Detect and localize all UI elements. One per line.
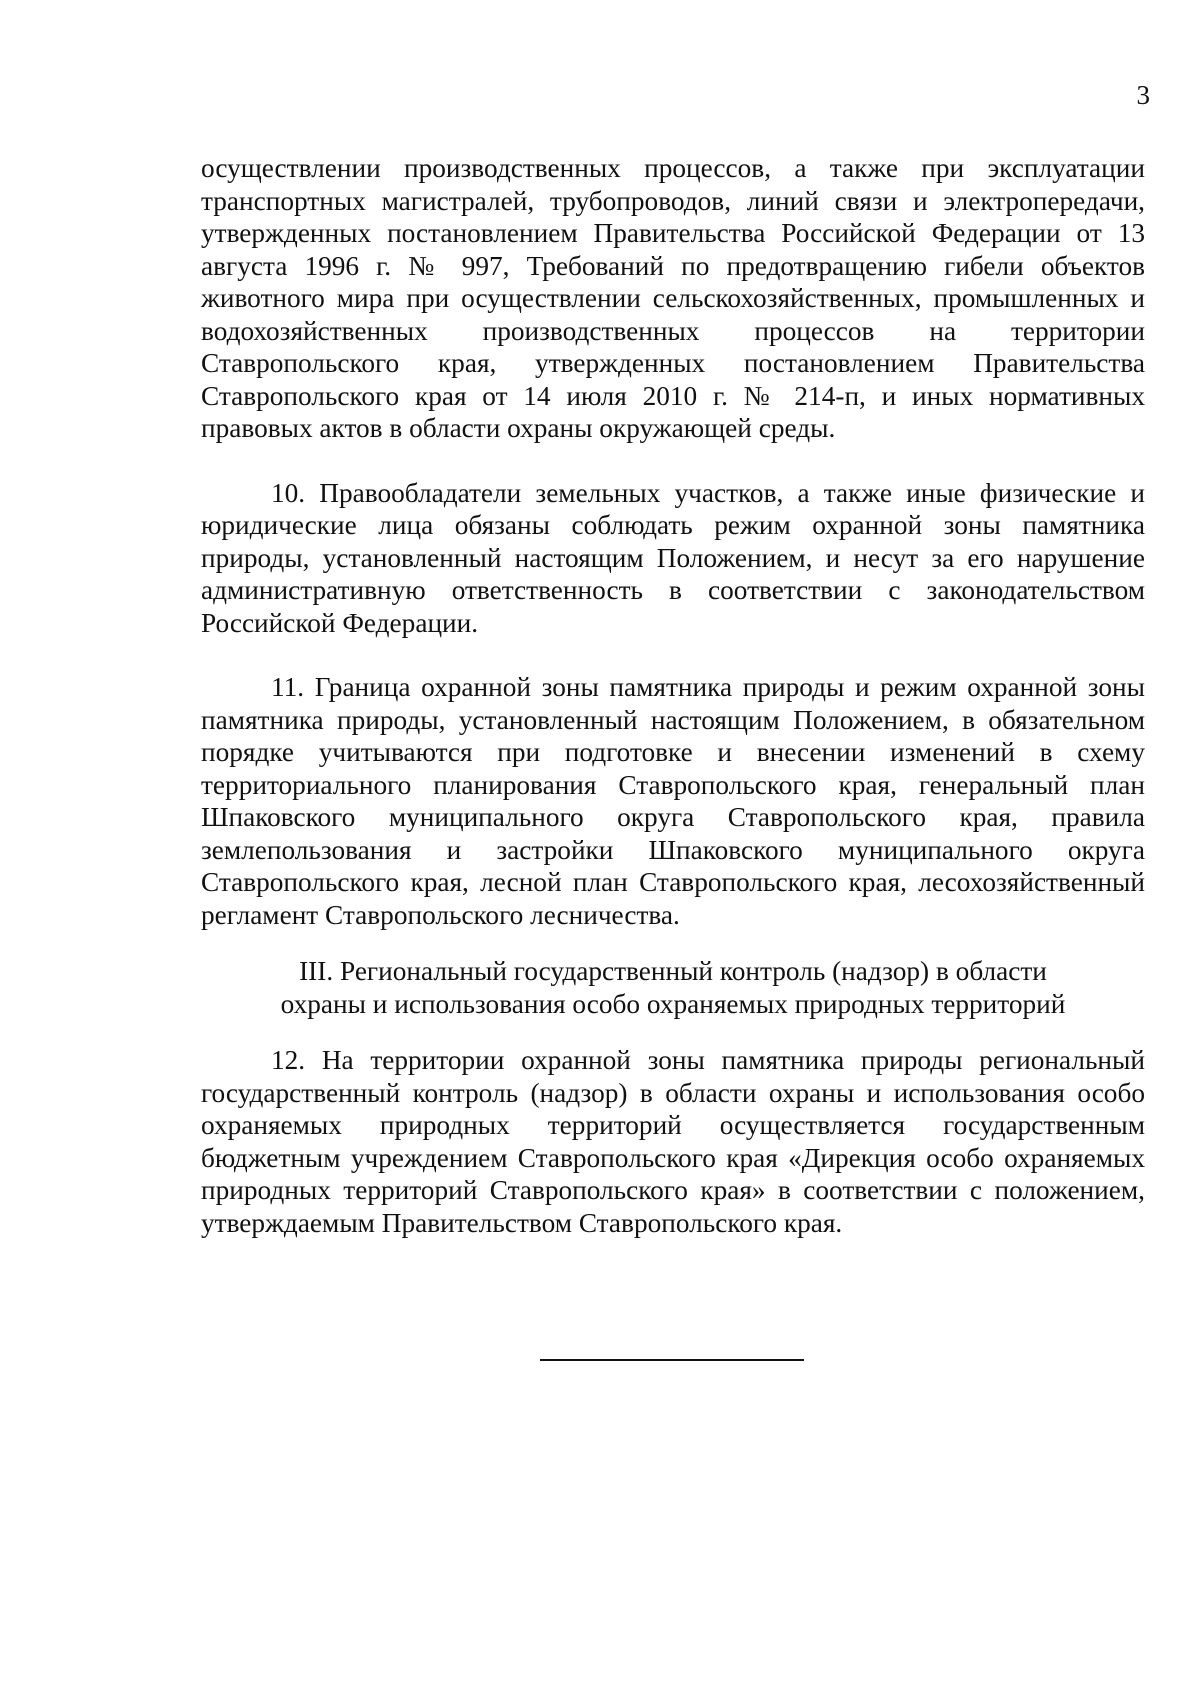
section-heading [201, 955, 1145, 1020]
paragraph-12: 12. На территории охранной зоны памятника природы региональный государственный контроль (надзор) в области охраны и использования особо охраняемых природных территорий осуществляется государственным бюджетным учреждением Ставропольского края «Дирекция особо охраняемых природных территорий Ставропольского края» в соответствии с положением, утверждаемым Правительством Ставропольского края. [201, 1045, 1145, 1238]
paragraph-10: 10. Правообладатели земельных участков, а также иные физические и юридические лица обязаны соблюдать режим охранной зоны памятника природы, установленный настоящим Положением, и несут за его нарушение административную ответственность в соответствии с законодательством Российской Федерации. [201, 477, 1145, 638]
section-heading-line-1: III. Региональный государственный контроль (надзор) в области [299, 956, 1047, 986]
section-heading-line-2: охраны и использования особо охраняемых природных территорий [280, 988, 1066, 1019]
paragraph-11: 11. Граница охранной зоны памятника природы и режим охранной зоны памятника природы, установленный настоящим Положением, в обязательном порядке учитываются при подготовке и внесении изменений в схему территориального планирования Ставропольского края, генеральный план Шпаковского муниципального округа Ставропольского края, правила землепользования и застройки Шпаковского муниципального округа Ставропольского края, лесной план Ставропольского края, лесохозяйственный регламент Ставропольского лесничества. [201, 672, 1145, 930]
end-divider-line [540, 1359, 804, 1361]
page-number: 3 [1136, 80, 1150, 110]
document-body [201, 152, 1145, 1239]
intro-paragraph: осуществлении производственных процессов, а также при эксплуатации транспортных магистралей, трубопроводов, линий связи и электропередачи, утвержденных постановлением Правительства Российской Федерации от 13 августа 1996 г. № 997, Требований по предотвращению гибели объектов животного мира при осуществлении сельскохозяйственных, промышленных и водохозяйственных производственных процессов на территории Ставропольского края, утвержденных постановлением Правительства Ставропольского края от 14 июля 2010 г. № 214-п, и иных нормативных правовых актов в области охраны окружающей среды. [201, 153, 1145, 443]
